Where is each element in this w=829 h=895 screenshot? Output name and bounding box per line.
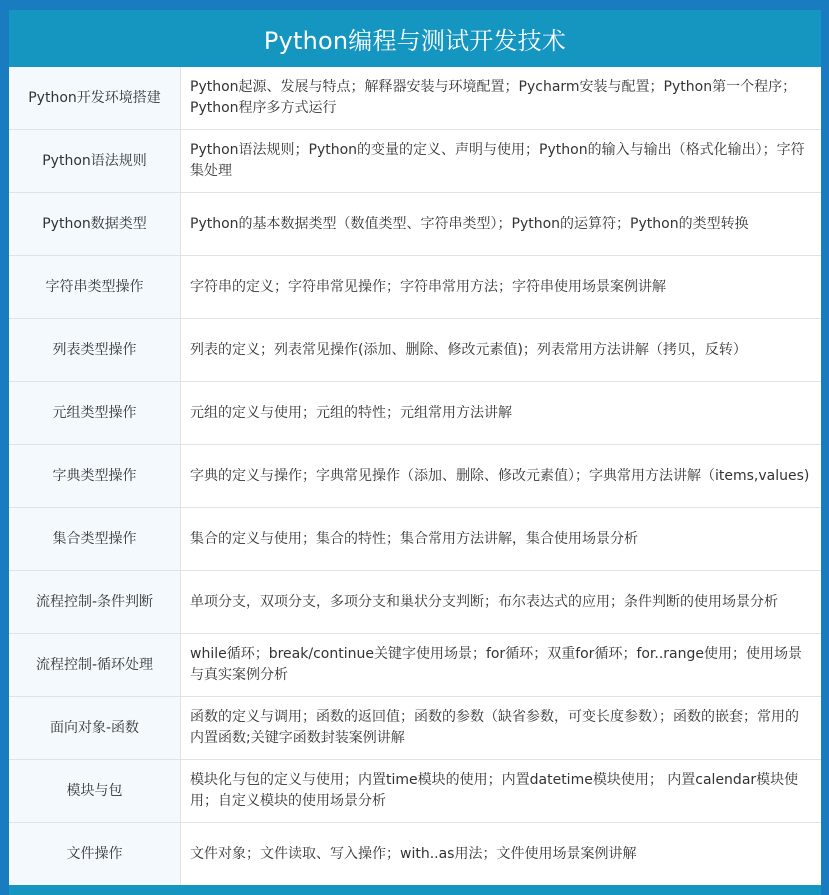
table-row: [9, 256, 821, 319]
table-row: [9, 67, 821, 130]
course-title: Python编程与测试开发技术: [263, 27, 567, 55]
content-cell: while循环；break/continue关键字使用场景；for循环；双重for循环；for..range使用；使用场景与真实案例分析: [181, 634, 822, 697]
topic-cell: 面向对象-函数: [9, 697, 181, 760]
content-cell: 文件对象；文件读取、写入操作；with..as用法；文件使用场景案例讲解: [190, 845, 637, 862]
table-row: [9, 634, 821, 697]
topic-cell: 字符串类型操作: [9, 256, 181, 319]
table-row: [9, 382, 821, 445]
table-row: [9, 508, 821, 571]
topic-cell: Python数据类型: [9, 193, 181, 256]
content-cell: 集合的定义与使用；集合的特性；集合常用方法讲解，集合使用场景分析: [181, 508, 822, 571]
topic-cell: 字典类型操作: [9, 445, 181, 508]
table-row: [9, 760, 821, 823]
course-title-header: [9, 10, 821, 67]
content-cell: 列表的定义；列表常见操作(添加、删除、修改元素值)；列表常用方法讲解（拷贝，反转）: [181, 319, 822, 382]
topic-cell: Python语法规则: [9, 130, 181, 193]
course-outline-table: [9, 67, 821, 885]
content-cell: 字符串的定义；字符串常见操作；字符串常用方法；字符串使用场景案例讲解: [181, 256, 822, 319]
content-cell: 函数的定义与调用；函数的返回值；函数的参数（缺省参数，可变长度参数）；函数的嵌套；常用的内置函数;关键字函数封装案例讲解: [181, 697, 822, 760]
table-row: [9, 193, 821, 256]
table-row: [9, 130, 821, 193]
course-outline-card: [9, 10, 821, 895]
table-row: [9, 571, 821, 634]
content-cell: Python的基本数据类型（数值类型、字符串类型）；Python的运算符；Python的类型转换: [181, 193, 822, 256]
content-cell: 元组的定义与使用；元组的特性；元组常用方法讲解: [181, 382, 822, 445]
topic-cell: 流程控制-条件判断: [9, 571, 181, 634]
table-row: [9, 697, 821, 760]
table-row: [9, 823, 821, 886]
content-cell: 字典的定义与操作；字典常见操作（添加、删除、修改元素值）；字典常用方法讲解（items,values): [181, 445, 822, 508]
content-cell: Python起源、发展与特点；解释器安装与环境配置；Pycharm安装与配置；Python第一个程序；Python程序多方式运行: [181, 67, 822, 130]
content-cell: 模块化与包的定义与使用；内置time模块的使用；内置datetime模块使用； 内置calendar模块使用；自定义模块的使用场景分析: [181, 760, 822, 823]
topic-cell: 列表类型操作: [9, 319, 181, 382]
topic-cell: 文件操作: [9, 823, 181, 886]
topic-cell: 集合类型操作: [9, 508, 181, 571]
content-cell: 单项分支，双项分支，多项分支和巢状分支判断；布尔表达式的应用；条件判断的使用场景分析: [181, 571, 822, 634]
topic-cell: Python开发环境搭建: [9, 67, 181, 130]
topic-cell: 流程控制-循环处理: [9, 634, 181, 697]
topic-cell: 模块与包: [9, 760, 181, 823]
table-row: [9, 319, 821, 382]
table-row: [9, 445, 821, 508]
content-cell: Python语法规则；Python的变量的定义、声明与使用；Python的输入与输出（格式化输出）；字符集处理: [181, 130, 822, 193]
topic-cell: 元组类型操作: [9, 382, 181, 445]
